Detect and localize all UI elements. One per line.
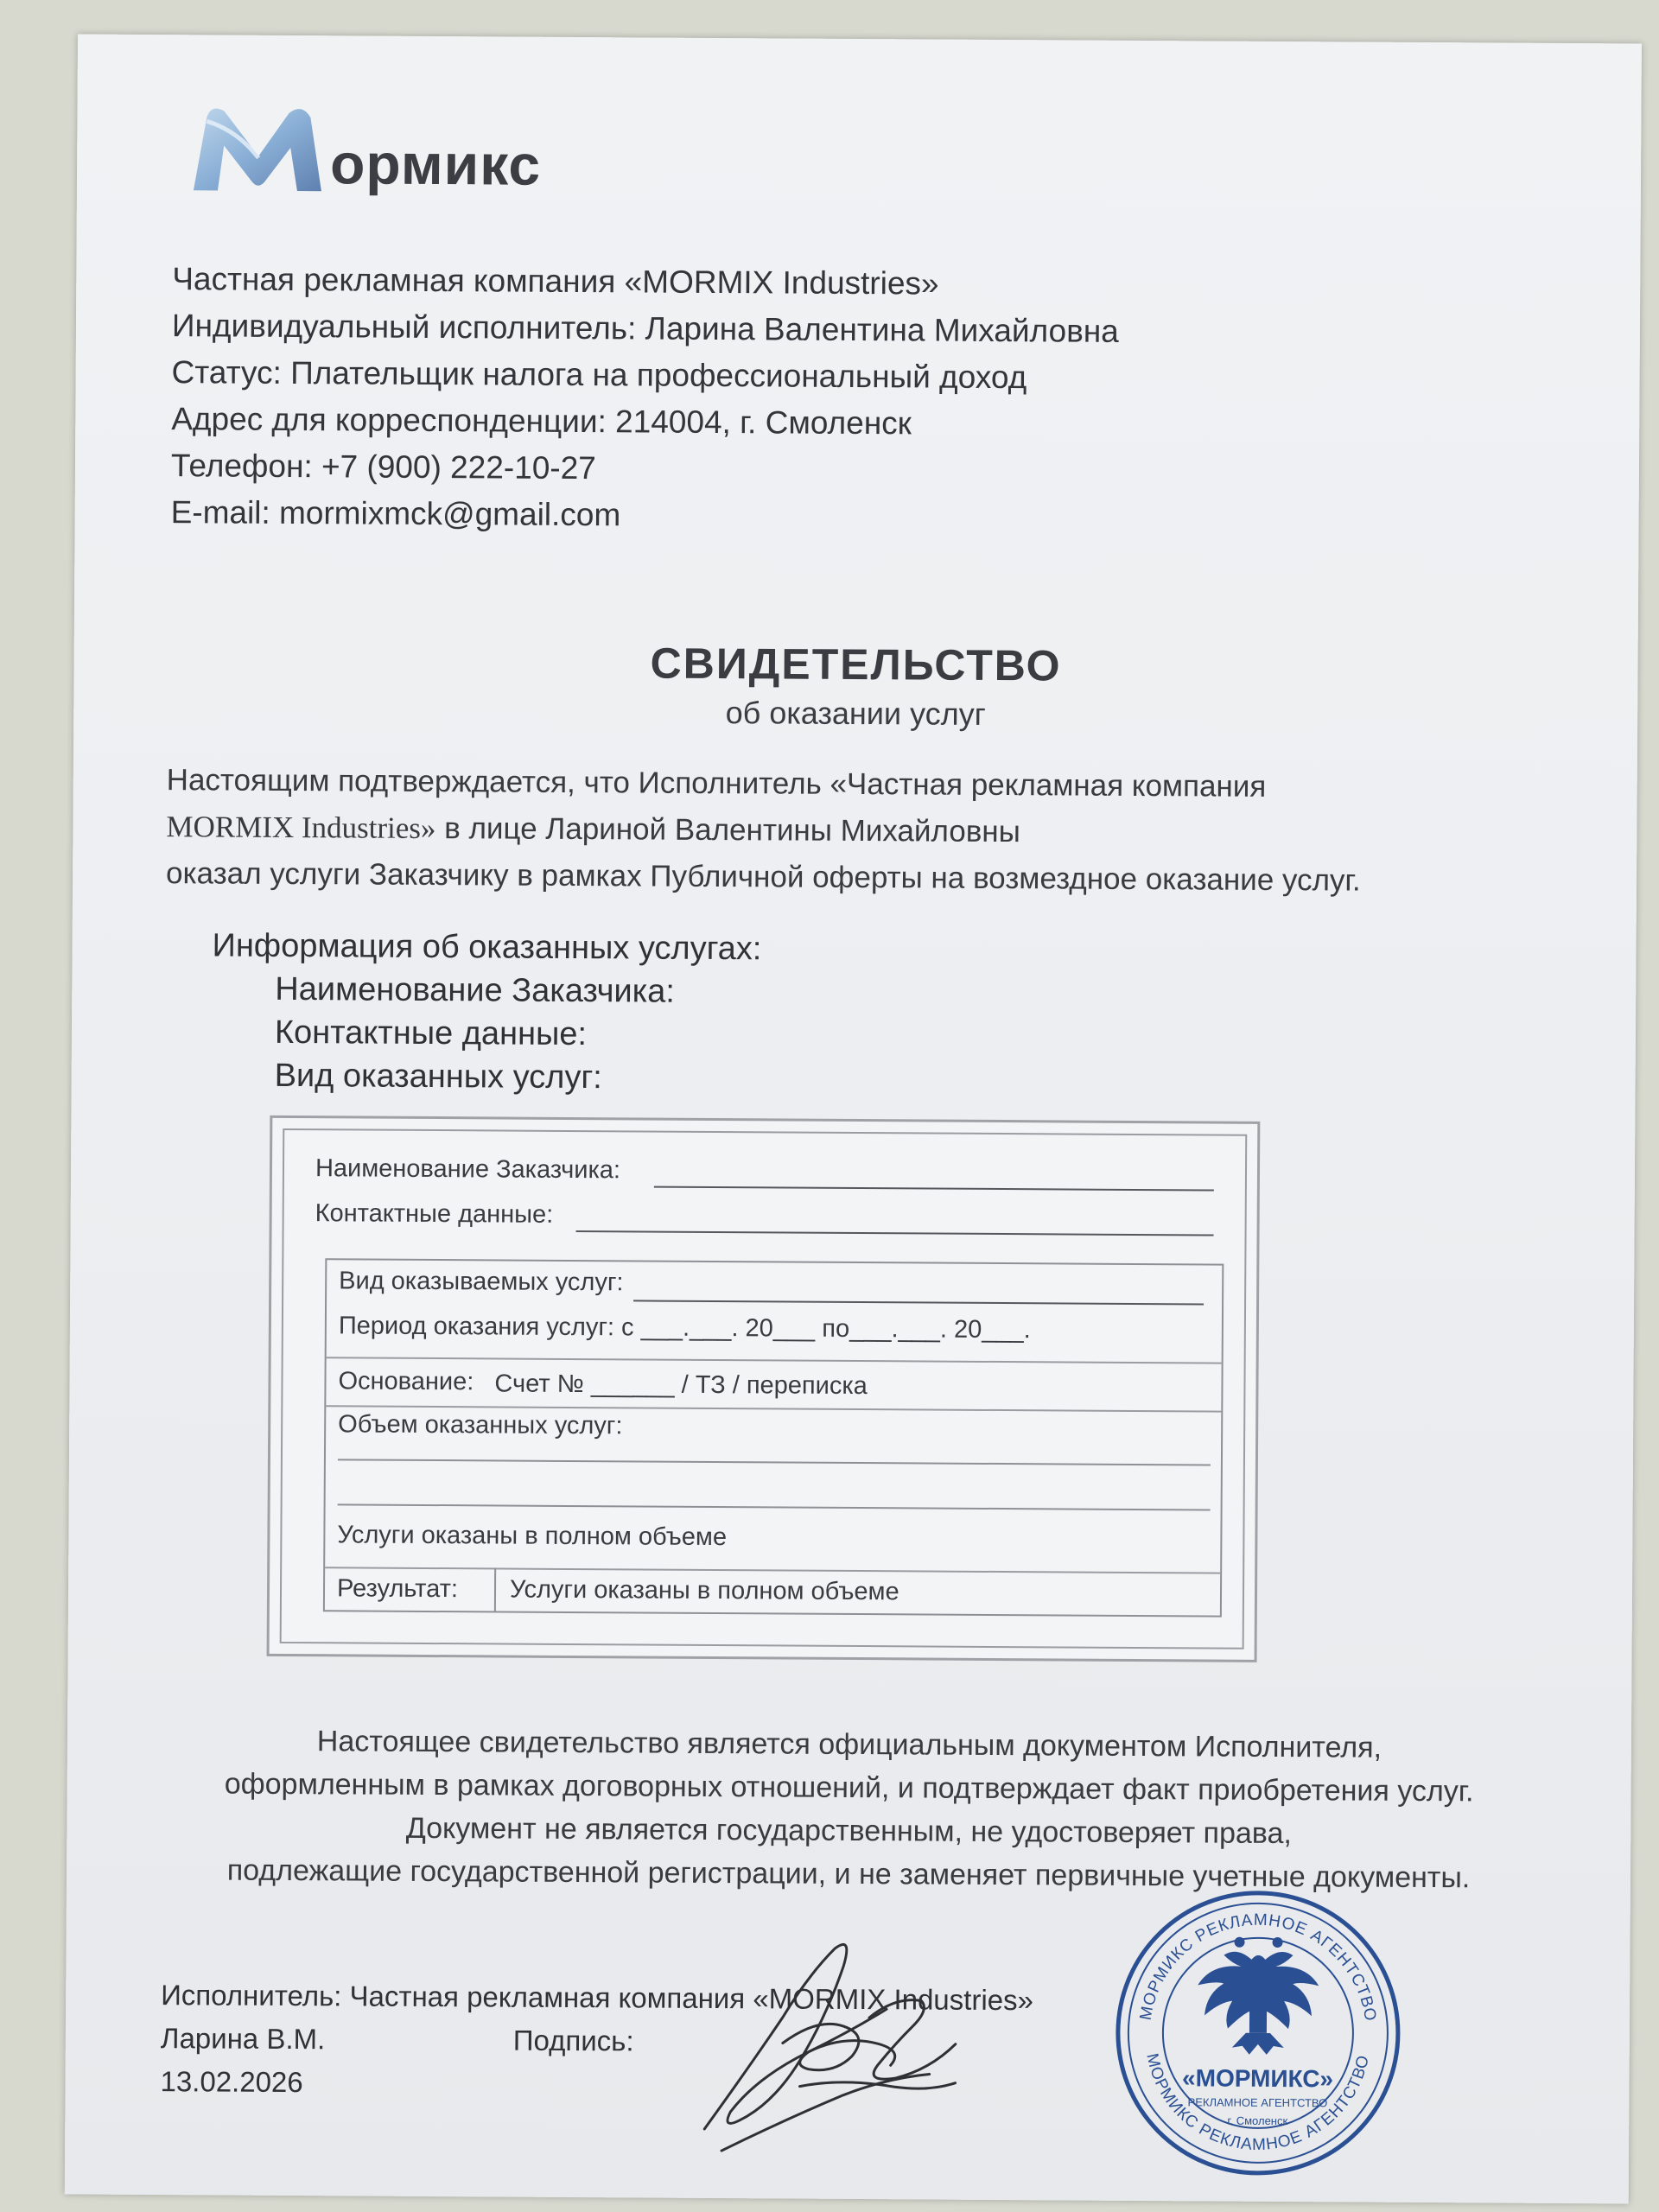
service-info-customer: Наименование Заказчика: [275,970,675,1010]
intro-company: MORMIX Industries» [166,810,436,846]
header-status: Статус: Плательщик налога на профессиональный доход [171,354,1027,396]
signoff-signature-label: Подпись: [512,2024,634,2057]
form-customer-label: Наименование Заказчика: [315,1154,621,1185]
stamp-top-arc: МОРМИКС РЕКЛАМНОЕ АГЕНТСТВО [1136,1910,1380,2024]
form-volume-line [338,1503,1211,1510]
intro-line-1: Настоящим подтверждается, что Исполнитель «Частная рекламная компания [166,763,1267,804]
form-full-volume: Услуги оказаны в полном объеме [337,1521,728,1552]
service-form-inner-frame [280,1128,1248,1649]
header-executor: Индивидуальный исполнитель: Ларина Валентина Михайловна [171,308,1119,349]
service-form-frame [267,1116,1261,1662]
form-contacts-label: Контактные данные: [315,1199,554,1229]
form-divider [325,1567,1220,1573]
header-phone: Телефон: +7 (900) 222-10-27 [170,448,596,486]
service-info-heading: Информация об оказанных услугах: [212,927,762,968]
form-volume-line [338,1459,1211,1465]
stamp-subtitle: РЕКЛАМНОЕ АГЕНТСТВО [1187,2095,1328,2110]
form-result-value: Услуги оказаны в полном объеме [509,1575,899,1606]
signoff-date: 13.02.2026 [160,2065,303,2099]
signoff-name: Ларина В.М. [160,2022,326,2056]
form-result-label: Результат: [336,1574,459,1604]
footer-line-1: Настоящее свидетельство является официальным документом Исполнителя, [316,1725,1382,1764]
header-email: E-mail: mormixmck@gmail.com [170,494,621,533]
header-company: Частная рекламная компания «MORMIX Industries» [172,261,939,302]
double-headed-eagle-icon [1198,1936,1319,2055]
document-subtitle: об оказании услуг [725,695,986,732]
service-info-type: Вид оказанных услуг: [274,1057,602,1096]
document-page [65,34,1642,2203]
document-title: СВИДЕТЕЛЬСТВО [650,639,1062,690]
intro-representative: в лице Лариной Валентины Михайловны [435,811,1020,849]
form-result-divider [494,1567,496,1611]
company-stamp [1110,1885,1406,2181]
company-logo [185,95,542,199]
header-address: Адрес для корреспонденции: 214004, г. Смоленск [171,401,912,442]
stamp-bottom-arc: МОРМИКС РЕКЛАМНОЕ АГЕНТСТВО [1142,2051,1374,2154]
form-divider [327,1357,1222,1363]
stamp-city: г. Смоленск [1227,2113,1288,2128]
form-contacts-line [576,1230,1214,1236]
signoff-executor: Исполнитель: Частная рекламная компания «MORMIX Industries» [161,1979,1034,2017]
footer-line-2: оформленным в рамках договорных отношений, и подтверждает факт приобретения услуг. [224,1767,1474,1808]
intro-line-3: оказал услуги Заказчику в рамках Публичной оферты на возмездное оказание услуг. [165,856,1361,898]
form-customer-line [654,1186,1214,1192]
intro-line-2 [166,810,1020,849]
form-service-type-line [633,1300,1204,1305]
service-info-contacts: Контактные данные: [274,1014,588,1053]
footer-line-3: Документ не является государственным, не удостоверяет права, [405,1811,1292,1851]
mormix-m-logo-icon [185,95,333,200]
form-basis-value: Счет № ______ / ТЗ / переписка [494,1370,868,1401]
logo-wordmark: ормикс [329,131,542,197]
form-volume-label: Объем оказанных услуг: [338,1410,623,1440]
form-service-type-label: Вид оказываемых услуг: [339,1267,624,1297]
form-details-box [323,1258,1224,1617]
handwritten-signature [670,1913,982,2174]
footer-line-4: подлежащие государственной регистрации, и не заменяет первичные учетные документы. [226,1853,1471,1895]
form-basis-label: Основание: [338,1367,474,1396]
form-period: Период оказания услуг: с ___.___. 20___ по___.___. 20___. [338,1312,1031,1344]
stamp-center-name: «МОРМИКС» [1182,2064,1334,2093]
